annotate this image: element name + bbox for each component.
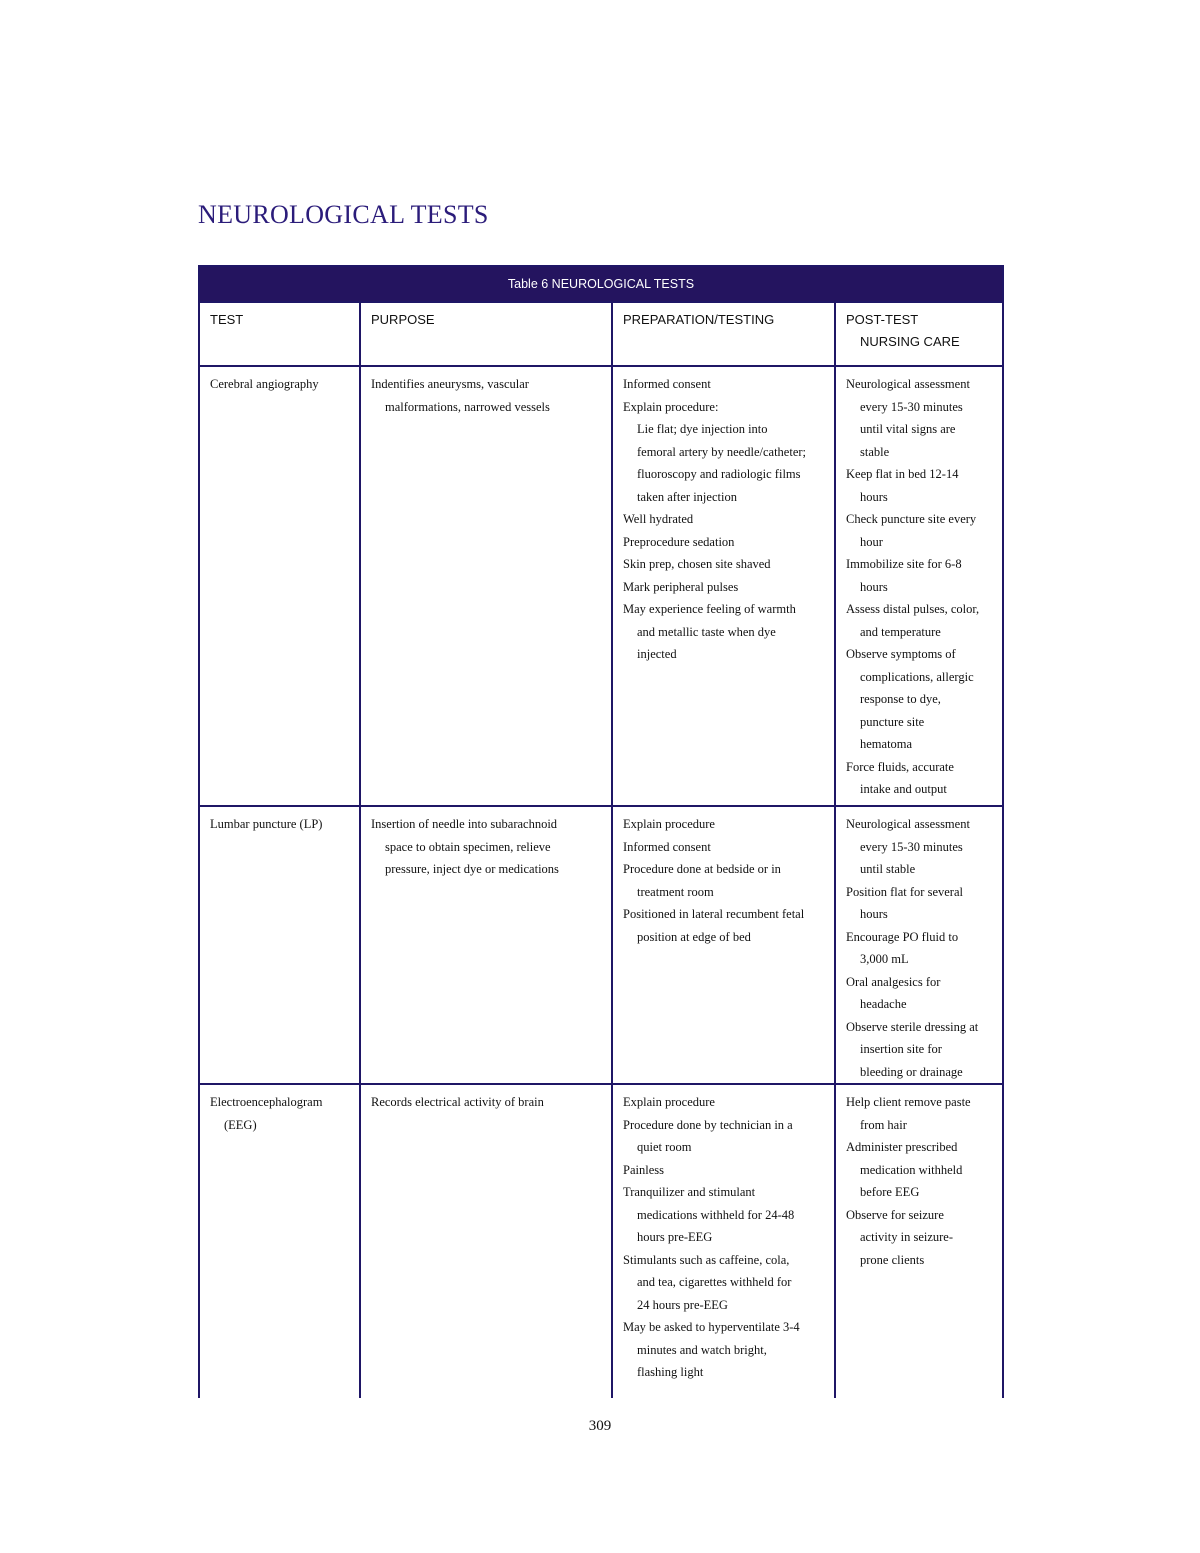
cell-line: hours	[860, 489, 888, 504]
cell-post-test	[835, 1084, 1003, 1398]
cell-line: before EEG	[860, 1185, 920, 1199]
cell-line: Assess distal pulses, color,	[846, 602, 980, 616]
cell-line: Insertion of needle into subarachnoid	[371, 817, 558, 831]
cell-line: Mark peripheral pulses	[623, 579, 739, 594]
cell-post-test	[835, 366, 1003, 806]
cell-purpose	[360, 366, 612, 806]
cell-line: Observe symptoms of	[846, 647, 956, 661]
cell-line: Procedure done by technician in a	[623, 1117, 793, 1132]
cell-line: Help client remove paste	[846, 1095, 971, 1109]
cell-line: every 15-30 minutes	[860, 399, 963, 414]
cell-line: Well hydrated	[623, 512, 694, 526]
header-test	[199, 302, 360, 366]
cell-line: Lie flat; dye injection into	[637, 422, 768, 436]
cell-line: TEST	[210, 312, 244, 327]
cell-purpose	[360, 1084, 612, 1398]
cell-line: taken after injection	[637, 489, 737, 504]
cell-line: Records electrical activity of brain	[371, 1095, 544, 1109]
cell-test	[199, 366, 360, 806]
cell-line: headache	[860, 997, 907, 1011]
cell-line: (EEG)	[224, 1117, 257, 1132]
cell-line: May experience feeling of warmth	[623, 602, 796, 616]
cell-preparation	[612, 806, 835, 1084]
cell-line: injected	[637, 647, 677, 661]
cell-line: Skin prep, chosen site shaved	[623, 557, 771, 571]
cell-line: PURPOSE	[371, 312, 435, 327]
cell-line: complications, allergic	[860, 669, 974, 684]
cell-line: Painless	[623, 1162, 664, 1177]
cell-line: Check puncture site every	[846, 512, 977, 526]
cell-preparation	[612, 366, 835, 806]
cell-line: Force fluids, accurate	[846, 759, 954, 774]
cell-line: Lumbar puncture (LP)	[210, 817, 323, 831]
cell-line: Explain procedure	[623, 1095, 715, 1109]
page-title: NEUROLOGICAL TESTS	[198, 200, 489, 229]
cell-line: Informed consent	[623, 377, 711, 391]
cell-line: treatment room	[637, 884, 714, 899]
cell-line: every 15-30 minutes	[860, 839, 963, 854]
cell-test	[199, 806, 360, 1084]
cell-line: Informed consent	[623, 839, 711, 854]
neurological-tests-table	[198, 265, 1004, 1398]
cell-line: Neurological assessment	[846, 817, 970, 831]
cell-line: Keep flat in bed 12-14	[846, 467, 959, 481]
cell-line: response to dye,	[860, 692, 941, 706]
header-purpose	[360, 302, 612, 366]
cell-line: POST-TEST	[846, 312, 919, 327]
cell-line: space to obtain specimen, relieve	[385, 839, 551, 854]
cell-line: Procedure done at bedside or in	[623, 862, 781, 876]
cell-line: bleeding or drainage	[860, 1064, 963, 1079]
cell-line: Explain procedure:	[623, 399, 719, 414]
cell-line: hours	[860, 579, 888, 594]
cell-line: stable	[860, 444, 890, 459]
cell-line: Encourage PO fluid to	[846, 929, 959, 944]
cell-line: femoral artery by needle/catheter;	[637, 444, 807, 459]
page-number: 309	[588, 1418, 612, 1434]
cell-line: May be asked to hyperventilate 3-4	[623, 1320, 800, 1334]
cell-line: minutes and watch bright,	[637, 1342, 767, 1357]
cell-line: Electroencephalogram	[210, 1095, 323, 1109]
cell-line: PREPARATION/TESTING	[623, 312, 775, 327]
cell-line: fluoroscopy and radiologic films	[637, 467, 801, 481]
cell-line: from hair	[860, 1117, 907, 1132]
cell-line: NURSING CARE	[860, 334, 960, 349]
cell-line: malformations, narrowed vessels	[385, 399, 550, 414]
cell-line: activity in seizure-	[860, 1230, 954, 1244]
cell-line: Positioned in lateral recumbent fetal	[623, 907, 805, 921]
cell-post-test	[835, 806, 1003, 1084]
cell-line: Cerebral angiography	[210, 377, 319, 391]
cell-line: Immobilize site for 6-8	[846, 557, 962, 571]
cell-line: quiet room	[637, 1140, 692, 1154]
cell-line: 24 hours pre-EEG	[637, 1297, 728, 1312]
cell-line: insertion site for	[860, 1042, 942, 1056]
cell-line: and temperature	[860, 624, 941, 639]
table-caption: Table 6 NEUROLOGICAL TESTS	[199, 266, 1003, 302]
cell-preparation	[612, 1084, 835, 1398]
header-post-test	[835, 302, 1003, 366]
cell-line: pressure, inject dye or medications	[385, 862, 559, 876]
cell-line: Explain procedure	[623, 817, 715, 831]
cell-line: Observe for seizure	[846, 1207, 944, 1222]
cell-line: hour	[860, 534, 883, 549]
cell-line: position at edge of bed	[637, 929, 751, 944]
cell-line: prone clients	[860, 1252, 925, 1267]
table-row	[199, 366, 1003, 806]
cell-line: flashing light	[637, 1365, 704, 1379]
table-row	[199, 1084, 1003, 1398]
cell-purpose	[360, 806, 612, 1084]
cell-line: until vital signs are	[860, 422, 956, 436]
cell-line: hours	[860, 907, 888, 921]
cell-test	[199, 1084, 360, 1398]
cell-line: puncture site	[860, 714, 925, 729]
header-preparation	[612, 302, 835, 366]
cell-line: Oral analgesics for	[846, 974, 941, 989]
cell-line: intake and output	[860, 782, 947, 796]
cell-line: hours pre-EEG	[637, 1230, 713, 1244]
cell-line: until stable	[860, 862, 916, 876]
cell-line: medication withheld	[860, 1162, 963, 1177]
cell-line: Position flat for several	[846, 884, 963, 899]
cell-line: 3,000 mL	[860, 952, 909, 966]
cell-line: Administer prescribed	[846, 1140, 958, 1154]
cell-line: Indentifies aneurysms, vascular	[371, 377, 529, 391]
cell-line: Stimulants such as caffeine, cola,	[623, 1252, 790, 1267]
cell-line: Observe sterile dressing at	[846, 1019, 979, 1034]
cell-line: medications withheld for 24-48	[637, 1207, 795, 1222]
table-row	[199, 806, 1003, 1084]
cell-line: hematoma	[860, 737, 913, 751]
cell-line: and metallic taste when dye	[637, 624, 776, 639]
cell-line: Tranquilizer and stimulant	[623, 1185, 756, 1199]
cell-line: and tea, cigarettes withheld for	[637, 1275, 792, 1289]
cell-line: Preprocedure sedation	[623, 534, 735, 549]
cell-line: Neurological assessment	[846, 377, 970, 391]
